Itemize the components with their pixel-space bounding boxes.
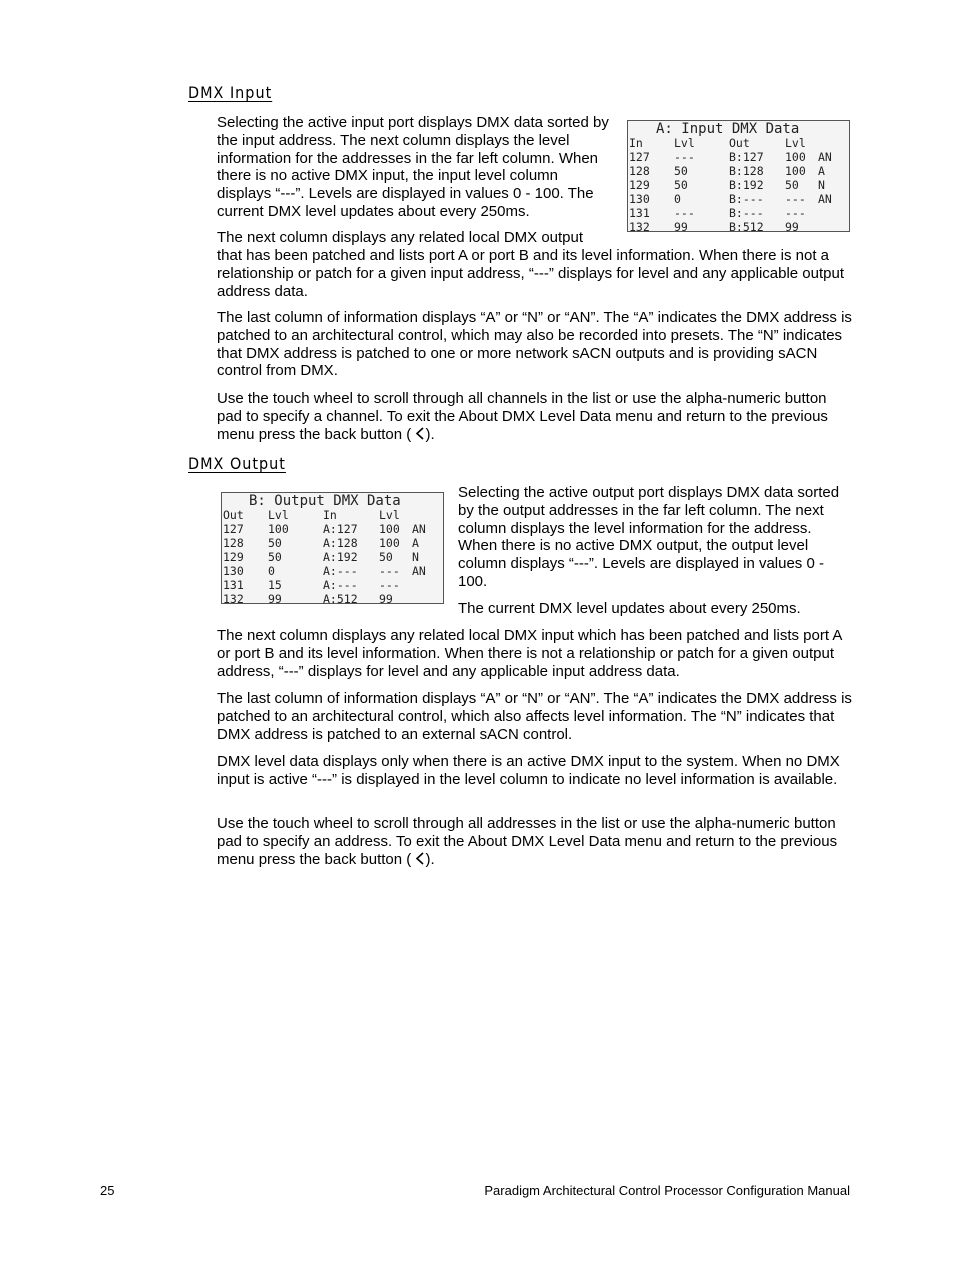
lcd-row xyxy=(223,578,443,592)
lcd-cell: 100 xyxy=(268,522,289,536)
lcd-row xyxy=(629,164,849,178)
lcd-cell: A:--- xyxy=(323,564,358,578)
input-dmx-data-display xyxy=(627,120,850,232)
lcd-cell: 129 xyxy=(629,178,650,192)
lcd-cell: 50 xyxy=(379,550,393,564)
dmx-output-paragraph-6-end: ). xyxy=(425,850,435,868)
lcd-cell: AN xyxy=(412,564,426,578)
lcd-header-cell: Lvl xyxy=(785,136,806,150)
lcd-table xyxy=(629,136,849,234)
dmx-output-paragraph-4: The last column of information displays “A” or “N” or “AN”. The “A” indicates the DMX address is patched to an architectural control, which also affects level information. The “N” indicates that DMX address is patched to an external sACN control. xyxy=(217,690,852,743)
lcd-header-cell: Out xyxy=(223,508,244,522)
lcd-cell: --- xyxy=(379,578,400,592)
lcd-cell: A xyxy=(412,536,419,550)
lcd-header-cell xyxy=(818,136,848,150)
lcd-cell: B:--- xyxy=(729,192,764,206)
back-chevron-icon xyxy=(415,425,425,443)
lcd-cell: 15 xyxy=(268,578,282,592)
lcd-cell: N xyxy=(818,178,825,192)
lcd-cell xyxy=(412,578,442,592)
dmx-input-heading: DMX Input xyxy=(188,83,273,102)
lcd-cell: 130 xyxy=(629,192,650,206)
lcd-cell: --- xyxy=(379,564,400,578)
lcd-row xyxy=(223,536,443,550)
lcd-cell: A:192 xyxy=(323,550,358,564)
output-dmx-data-display xyxy=(221,492,444,604)
lcd-cell: A:128 xyxy=(323,536,358,550)
lcd-cell: 132 xyxy=(629,220,650,234)
lcd-table xyxy=(223,508,443,606)
lcd-cell: 99 xyxy=(674,220,688,234)
lcd-header-cell: Lvl xyxy=(674,136,695,150)
dmx-input-paragraph-3: The last column of information displays “A” or “N” or “AN”. The “A” indicates the DMX address is patched to an architectural control, which may also be recorded into presets. The “N” indicates that DMX address is patched to one or more network sACN outputs and is providing sACN control from DMX. xyxy=(217,309,852,380)
dmx-output-paragraph-6 xyxy=(217,815,853,868)
lcd-cell: 99 xyxy=(785,220,799,234)
lcd-cell: --- xyxy=(674,150,695,164)
dmx-output-paragraph-6-text: Use the touch wheel to scroll through all addresses in the list or use the alpha-numeric button pad to specify an address. To exit the About DMX Level Data menu and return to the previous menu press the back button ( xyxy=(217,815,838,868)
lcd-title: B: Output DMX Data xyxy=(249,493,401,509)
lcd-row xyxy=(223,550,443,564)
lcd-cell: 131 xyxy=(629,206,650,220)
page-number: 25 xyxy=(100,1183,115,1198)
dmx-input-paragraph-2: that has been patched and lists port A or port B and its level information. When there is not a relationship or patch for a given input address, “---” displays for level and any applicable output address data. xyxy=(217,247,845,300)
lcd-header-row xyxy=(629,136,849,150)
lcd-cell: 99 xyxy=(379,592,393,606)
lcd-cell: --- xyxy=(785,206,806,220)
lcd-header-cell: Lvl xyxy=(379,508,400,522)
lcd-cell: B:192 xyxy=(729,178,764,192)
lcd-cell: 128 xyxy=(223,536,244,550)
lcd-cell: A:--- xyxy=(323,578,358,592)
dmx-output-paragraph-3: The next column displays any related local DMX input which has been patched and lists port A or port B and its level information. When there is not a relationship or patch for a given output address, “---” displays for level and any applicable input address data. xyxy=(217,627,842,680)
lcd-row xyxy=(629,206,849,220)
lcd-header-cell: Lvl xyxy=(268,508,289,522)
lcd-cell: B:127 xyxy=(729,150,764,164)
lcd-cell xyxy=(818,206,848,220)
lcd-cell: 50 xyxy=(785,178,799,192)
lcd-header-row xyxy=(223,508,443,522)
lcd-cell: 0 xyxy=(674,192,681,206)
lcd-cell: A:127 xyxy=(323,522,358,536)
back-chevron-icon xyxy=(415,850,425,868)
lcd-cell: 127 xyxy=(223,522,244,536)
lcd-cell xyxy=(818,220,848,234)
lcd-cell: --- xyxy=(785,192,806,206)
lcd-cell: AN xyxy=(818,192,832,206)
lcd-header-cell: Out xyxy=(729,136,750,150)
lcd-row xyxy=(629,178,849,192)
lcd-title: A: Input DMX Data xyxy=(656,121,800,137)
dmx-input-paragraph-4-text: Use the touch wheel to scroll through all channels in the list or use the alpha-numeric button pad to specify a channel. To exit the About DMX Level Data menu and return to the previous menu press the back button ( xyxy=(217,390,828,443)
lcd-header-cell: In xyxy=(323,508,337,522)
lcd-cell: 100 xyxy=(379,536,400,550)
lcd-cell: 99 xyxy=(268,592,282,606)
lcd-cell: 50 xyxy=(268,550,282,564)
lcd-row xyxy=(629,192,849,206)
lcd-row xyxy=(223,522,443,536)
lcd-header-cell xyxy=(412,508,442,522)
dmx-input-paragraph-2-line-1: The next column displays any related local DMX output xyxy=(217,229,584,246)
dmx-output-paragraph-5: DMX level data displays only when there is an active DMX input to the system. When no DMX input is active “---” is displayed in the level column to indicate no level information is available. xyxy=(217,753,840,788)
dmx-output-paragraph-2: The current DMX level updates about every 250ms. xyxy=(458,600,801,617)
lcd-header-cell: In xyxy=(629,136,643,150)
lcd-cell: --- xyxy=(674,206,695,220)
lcd-cell: 50 xyxy=(674,164,688,178)
lcd-cell: B:512 xyxy=(729,220,764,234)
lcd-cell: 100 xyxy=(785,164,806,178)
lcd-cell: 132 xyxy=(223,592,244,606)
dmx-input-paragraph-4 xyxy=(217,390,853,443)
lcd-cell: N xyxy=(412,550,419,564)
lcd-cell: A xyxy=(818,164,825,178)
lcd-cell: AN xyxy=(818,150,832,164)
lcd-cell: A:512 xyxy=(323,592,358,606)
lcd-cell: 100 xyxy=(379,522,400,536)
lcd-cell xyxy=(412,592,442,606)
lcd-cell: 100 xyxy=(785,150,806,164)
dmx-input-paragraph-1: Selecting the active input port displays DMX data sorted by the input address. The next column displays the level information for the addresses in the far left column. When there is no active DMX input, the input level column displays “---”. Levels are displayed in values 0 - 100. The current DMX level updates about every 250ms. xyxy=(217,114,609,220)
lcd-cell: 128 xyxy=(629,164,650,178)
lcd-row xyxy=(629,220,849,234)
lcd-cell: 129 xyxy=(223,550,244,564)
lcd-cell: AN xyxy=(412,522,426,536)
dmx-output-heading: DMX Output xyxy=(188,454,286,473)
lcd-cell: 127 xyxy=(629,150,650,164)
lcd-cell: 50 xyxy=(268,536,282,550)
lcd-cell: 130 xyxy=(223,564,244,578)
lcd-cell: B:128 xyxy=(729,164,764,178)
lcd-cell: 0 xyxy=(268,564,275,578)
dmx-output-paragraph-1: Selecting the active output port displays DMX data sorted by the output addresses in the far left column. The next column displays the level information for the address. When there is no active DMX output, the output level column displays “---”. Levels are displayed in values 0 - 100. xyxy=(458,484,840,590)
lcd-row xyxy=(223,564,443,578)
lcd-cell: B:--- xyxy=(729,206,764,220)
lcd-cell: 50 xyxy=(674,178,688,192)
manual-title: Paradigm Architectural Control Processor Configuration Manual xyxy=(484,1183,850,1198)
lcd-row xyxy=(223,592,443,606)
dmx-input-paragraph-4-end: ). xyxy=(425,425,435,443)
lcd-row xyxy=(629,150,849,164)
lcd-cell: 131 xyxy=(223,578,244,592)
